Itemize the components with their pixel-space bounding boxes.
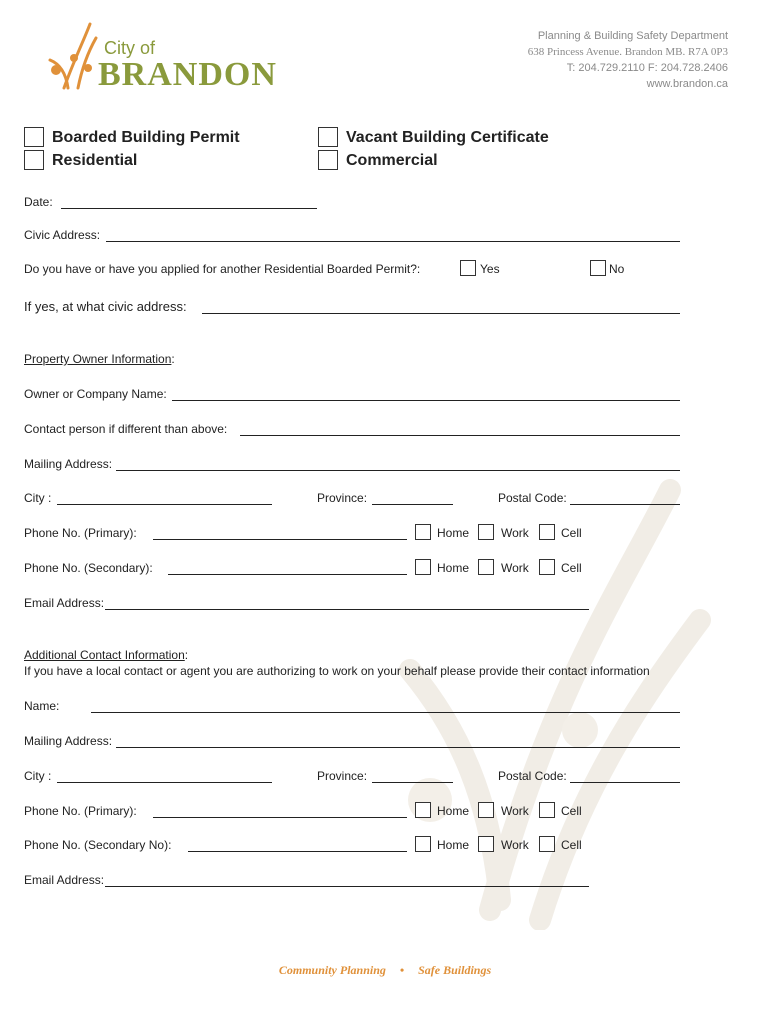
logo-brandon-text: BRANDON bbox=[98, 56, 277, 93]
owner-phone1-home-label: Home bbox=[437, 526, 470, 540]
if-yes-label: If yes, at what civic address: bbox=[24, 299, 187, 314]
footer-bullet: • bbox=[399, 963, 405, 977]
civic-address-label: Civic Address: bbox=[24, 228, 101, 242]
no-checkbox[interactable] bbox=[590, 260, 606, 276]
additional-phone2-work-label: Work bbox=[501, 838, 529, 852]
additional-phone2-cell-label: Cell bbox=[561, 838, 582, 852]
additional-section-title bbox=[24, 648, 188, 662]
additional-name-label: Name: bbox=[24, 699, 60, 713]
additional-phone1-work-label: Work bbox=[501, 804, 529, 818]
owner-phone2-home-checkbox[interactable] bbox=[415, 559, 431, 575]
owner-city-label: City : bbox=[24, 491, 52, 505]
owner-phone-primary-label: Phone No. (Primary): bbox=[24, 526, 137, 540]
additional-city-label: City : bbox=[24, 769, 52, 783]
yes-checkbox[interactable] bbox=[460, 260, 476, 276]
owner-phone2-work-label: Work bbox=[501, 561, 529, 575]
owner-contact-label: Contact person if different than above: bbox=[24, 422, 228, 436]
owner-postal-label: Postal Code: bbox=[498, 491, 567, 505]
owner-postal-field[interactable] bbox=[570, 504, 680, 505]
commercial-label: Commercial bbox=[346, 152, 438, 169]
additional-phone-primary-field[interactable] bbox=[153, 817, 407, 818]
additional-phone-primary-label: Phone No. (Primary): bbox=[24, 804, 137, 818]
additional-section-title-text: Additional Contact Information bbox=[24, 648, 185, 662]
vacant-certificate-checkbox[interactable] bbox=[318, 127, 338, 147]
additional-postal-field[interactable] bbox=[570, 782, 680, 783]
owner-phone-primary-field[interactable] bbox=[153, 539, 407, 540]
additional-province-label: Province: bbox=[317, 769, 368, 783]
civic-address-field[interactable] bbox=[106, 241, 680, 242]
date-label: Date: bbox=[24, 195, 53, 209]
additional-phone-secondary-label: Phone No. (Secondary No): bbox=[24, 838, 172, 852]
owner-name-label: Owner or Company Name: bbox=[24, 387, 167, 401]
additional-postal-label: Postal Code: bbox=[498, 769, 567, 783]
owner-phone-secondary-field[interactable] bbox=[168, 574, 407, 575]
footer-community-planning: Community Planning bbox=[278, 963, 386, 977]
owner-city-field[interactable] bbox=[57, 504, 272, 505]
owner-phone1-work-label: Work bbox=[501, 526, 529, 540]
owner-section-title bbox=[24, 352, 175, 366]
additional-phone1-home-label: Home bbox=[437, 804, 470, 818]
header-phone-fax: T: 204.729.2110 F: 204.728.2406 bbox=[566, 62, 728, 74]
additional-mailing-field[interactable] bbox=[116, 747, 680, 748]
additional-email-label: Email Address: bbox=[24, 873, 105, 887]
date-field[interactable] bbox=[61, 208, 317, 209]
owner-section-title-colon: : bbox=[171, 352, 175, 366]
footer-safe-buildings: Safe Buildings bbox=[418, 963, 492, 977]
owner-mailing-field[interactable] bbox=[116, 470, 680, 471]
owner-phone1-work-checkbox[interactable] bbox=[478, 524, 494, 540]
footer bbox=[0, 963, 770, 978]
additional-city-field[interactable] bbox=[57, 782, 272, 783]
additional-phone2-home-label: Home bbox=[437, 838, 470, 852]
additional-description: If you have a local contact or agent you are authorizing to work on your behalf please provide their contact information bbox=[24, 664, 650, 678]
additional-section-title-colon: : bbox=[184, 648, 189, 662]
no-label: No bbox=[609, 262, 625, 276]
owner-phone2-work-checkbox[interactable] bbox=[478, 559, 494, 575]
owner-phone2-home-label: Home bbox=[437, 561, 470, 575]
additional-phone2-cell-checkbox[interactable] bbox=[539, 836, 555, 852]
owner-email-field[interactable] bbox=[105, 609, 589, 610]
owner-mailing-label: Mailing Address: bbox=[24, 457, 113, 471]
yes-label: Yes bbox=[480, 262, 500, 276]
owner-phone1-home-checkbox[interactable] bbox=[415, 524, 431, 540]
boarded-permit-label: Boarded Building Permit bbox=[52, 129, 240, 146]
owner-phone-secondary-label: Phone No. (Secondary): bbox=[24, 561, 153, 575]
vacant-certificate-label: Vacant Building Certificate bbox=[346, 129, 549, 146]
additional-name-field[interactable] bbox=[91, 712, 680, 713]
owner-phone1-cell-label: Cell bbox=[561, 526, 582, 540]
owner-province-field[interactable] bbox=[372, 504, 453, 505]
commercial-checkbox[interactable] bbox=[318, 150, 338, 170]
owner-section-title-text: Property Owner Information bbox=[24, 352, 172, 366]
header-address: 638 Princess Avenue. Brandon MB. R7A 0P3 bbox=[527, 46, 728, 58]
owner-phone2-cell-label: Cell bbox=[561, 561, 582, 575]
owner-email-label: Email Address: bbox=[24, 596, 105, 610]
additional-email-field[interactable] bbox=[105, 886, 589, 887]
additional-phone2-work-checkbox[interactable] bbox=[478, 836, 494, 852]
additional-phone-secondary-field[interactable] bbox=[188, 851, 407, 852]
header-department: Planning & Building Safety Department bbox=[537, 30, 728, 42]
owner-contact-field[interactable] bbox=[240, 435, 680, 436]
additional-phone1-home-checkbox[interactable] bbox=[415, 802, 431, 818]
additional-province-field[interactable] bbox=[372, 782, 453, 783]
owner-phone2-cell-checkbox[interactable] bbox=[539, 559, 555, 575]
additional-mailing-label: Mailing Address: bbox=[24, 734, 113, 748]
if-yes-address-field[interactable] bbox=[202, 313, 680, 314]
owner-phone1-cell-checkbox[interactable] bbox=[539, 524, 555, 540]
additional-phone2-home-checkbox[interactable] bbox=[415, 836, 431, 852]
header-website[interactable]: www.brandon.ca bbox=[646, 78, 728, 90]
owner-name-field[interactable] bbox=[172, 400, 680, 401]
boarded-permit-checkbox[interactable] bbox=[24, 127, 44, 147]
other-permit-question: Do you have or have you applied for another Residential Boarded Permit?: bbox=[24, 262, 421, 276]
additional-phone1-work-checkbox[interactable] bbox=[478, 802, 494, 818]
owner-province-label: Province: bbox=[317, 491, 368, 505]
logo-city-text: City of bbox=[104, 38, 156, 58]
residential-checkbox[interactable] bbox=[24, 150, 44, 170]
residential-label: Residential bbox=[52, 152, 138, 169]
additional-phone1-cell-checkbox[interactable] bbox=[539, 802, 555, 818]
additional-phone1-cell-label: Cell bbox=[561, 804, 582, 818]
